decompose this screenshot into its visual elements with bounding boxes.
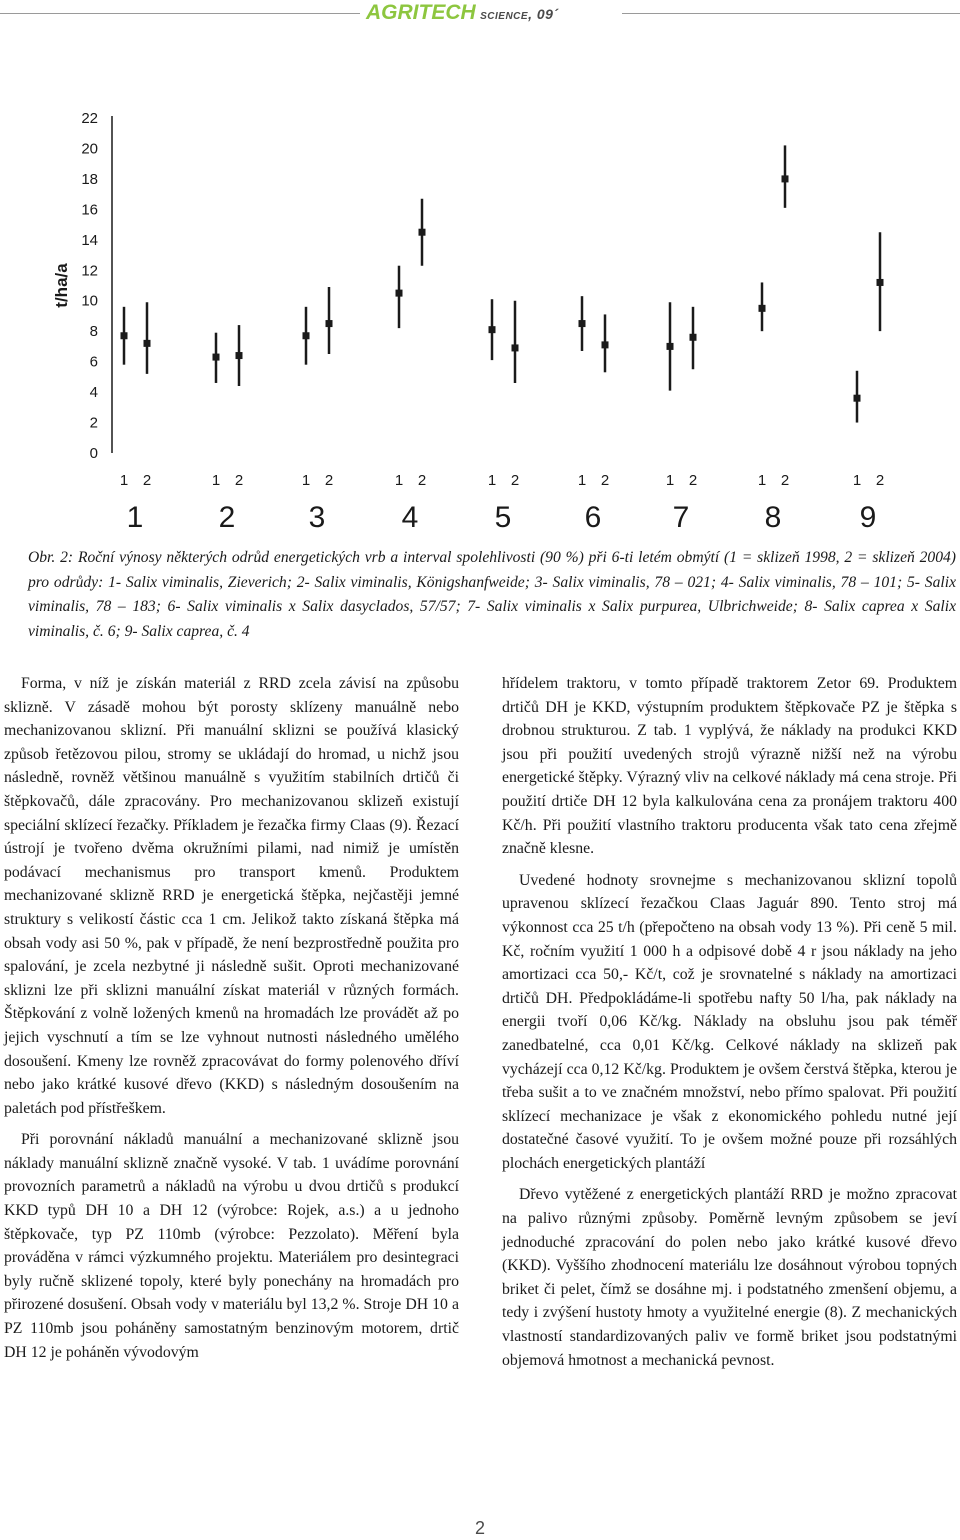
group-label: 2 xyxy=(218,501,236,534)
right-paragraph-2: Uvedené hodnoty srovnejme s mechanizovanou sklizní topolů upravenou sklízecí řezačkou Claas Jaguár 890. Tento stroj má výkonnost cca 25 t/h (přepočteno na obsah vody 13 %). Při ceně 5 mil. Kč, ročním využití 1 000 h a odpisové době 4 r jsou náklady na jeho amortizaci cca 50,- Kč/t, což je srovnatelné s náklady na amortizaci drtičů DH. Předpokládáme-li spotřebu nafty 50 l/ha, pak náklady na energii tvoří 0,06 Kč/kg. Náklady na obsluhu jsou pak téměř zanedbatelné, cca 0,01 Kč/kg. Celkové náklady na sklizeň pak vycházejí cca 0,12 Kč/kg. Produktem je ovšem čerstvá štěpka, kterou je třeba sušit a to ve značném množství, nebo přímo spalovat. Při použití sklízecí mechanizace je však z ekonomického pohledu nutné její dostatečné časové využití. To je ovšem možné pouze při rozsáhlých plochách energetických plantáží xyxy=(502,871,957,1172)
mean-marker xyxy=(489,326,496,333)
mean-marker xyxy=(877,279,884,286)
journal-subtitle: science, 09´ xyxy=(480,6,559,22)
header-rule-right xyxy=(622,13,960,14)
harvest-label: 1 xyxy=(852,472,862,489)
mean-marker xyxy=(579,320,586,327)
mean-marker xyxy=(602,341,609,348)
y-tick-label: 6 xyxy=(89,353,98,371)
y-tick-label: 4 xyxy=(89,384,98,402)
y-tick-label: 2 xyxy=(89,414,98,432)
mean-marker xyxy=(690,334,697,341)
mean-marker xyxy=(782,175,789,182)
y-tick-label: 14 xyxy=(81,231,98,249)
harvest-label: 2 xyxy=(142,472,152,489)
group-label: 6 xyxy=(584,501,602,534)
mean-marker xyxy=(213,354,220,361)
figure-caption: Obr. 2: Roční výnosy některých odrůd energetických vrb a interval spolehlivosti (90 %) při 6-ti letém obmýtí (1 = sklizeň 1998, 2 = sklizeň 2004) pro odrůdy: 1- Salix viminalis, Zieverich; 2- Salix viminalis, Königshanfweide; 3- Salix viminalis, 78 – 021; 4- Salix viminalis, 78 – 101; 5- Salix viminalis, 78 – 183; 6- Salix viminalis x Salix dasyclados, 57/57; 7- Salix viminalis x Salix purpurea, Ulbrichweide; 8- Salix caprea x Salix viminalis, č. 6; 9- Salix caprea, č. 4 xyxy=(28,549,956,640)
journal-header xyxy=(366,1,622,25)
group-label: 3 xyxy=(308,501,326,534)
journal-brand: AGRITECH xyxy=(366,1,476,24)
harvest-label: 1 xyxy=(119,472,129,489)
harvest-label: 1 xyxy=(577,472,587,489)
y-tick-label: 16 xyxy=(81,201,98,219)
mean-marker xyxy=(326,320,333,327)
harvest-label: 1 xyxy=(394,472,404,489)
y-tick-label: 22 xyxy=(81,110,98,127)
harvest-label: 2 xyxy=(234,472,244,489)
mean-marker xyxy=(759,305,766,312)
harvest-label: 2 xyxy=(688,472,698,489)
mean-marker xyxy=(419,229,426,236)
group-label: 9 xyxy=(859,501,877,534)
harvest-label: 2 xyxy=(417,472,427,489)
left-paragraph-2: Při porovnání nákladů manuální a mechanizované sklizně jsou náklady manuální sklizně značně vysoké. V tab. 1 uvádíme porovnání provozních parametrů a nákladů na výrobu u dvou drtičů s produkcí KKD typů DH 10 a DH 12 (výrobce: Rojek, a.s.) a u jednoho štěpkovače, typ PZ 110mb (výrobce: Pezzolato). Měření byla prováděna v rámci výzkumného projektu. Materiálem pro desintegraci byly ručně sklizené topoly, které byly ponechány na hromadách pro přirozené dosušení. Obsah vody v materiálu byl 13,2 %. Stroje DH 10 a PZ 110mb jsou poháněny samostatným benzinovým motorem, drtič DH 12 je poháněn vývodovým xyxy=(4,1131,459,1361)
group-label: 4 xyxy=(401,501,419,534)
y-tick-label: 0 xyxy=(89,445,98,462)
header-rule-left xyxy=(0,13,360,14)
group-label: 7 xyxy=(672,501,690,534)
y-tick-label: 8 xyxy=(89,323,98,341)
y-tick-label: 20 xyxy=(81,140,98,158)
group-label: 5 xyxy=(494,501,512,534)
mean-marker xyxy=(303,332,310,339)
harvest-label: 1 xyxy=(757,472,767,489)
mean-marker xyxy=(144,340,151,347)
harvest-label: 1 xyxy=(301,472,311,489)
yield-chart xyxy=(0,85,960,545)
chart-ylabel: t/ha/a xyxy=(52,263,71,308)
harvest-label: 2 xyxy=(324,472,334,489)
harvest-label: 2 xyxy=(875,472,885,489)
mean-marker xyxy=(854,395,861,402)
y-tick-label: 18 xyxy=(81,170,98,188)
chart-x-labels xyxy=(120,472,884,534)
y-tick-label: 10 xyxy=(81,292,98,310)
chart-y-ticks xyxy=(81,110,98,462)
mean-marker xyxy=(396,290,403,297)
harvest-label: 1 xyxy=(665,472,675,489)
mean-marker xyxy=(121,332,128,339)
harvest-label: 2 xyxy=(510,472,520,489)
y-tick-label: 12 xyxy=(81,262,98,280)
left-paragraph-1: Forma, v níž je získán materiál z RRD zcela závisí na způsobu sklizně. V zásadě mohou být porosty sklízeny manuálně nebo mechanizovanou sklizní. Při manuální sklizni se používá klasický způsob řetězovou pilou, stromy se ukládají do hromad, u nichž jsou následně, rovněž většinou manuálně s využitím stabilních drtičů či štěpkovačů, dále zpracovány. Pro mechanizovanou sklizeň existují speciální sklízecí řezačky. Příkladem je řezačka firmy Claas (9). Řezací ústrojí je tvořeno dvěma okružními pilami, nad nimiž je umístěn podávací mechanismus pro transport kmenů. Produktem mechanizované sklizně RRD je energetická štěpka, nejčastěji jemné struktury s velikostí částic cca 1 cm. Jelikož takto získaná štěpka má obsah vody asi 50 %, pak v případě, že není bezprostředně použita pro spalování, je zcela nezbytné ji následně sušit. Oproti mechanizované sklizni lze při sklizni manuální získat materiál v různých formách. Štěpkování z volně ložených kmenů na hromadách lze provádět až po jejich vyschnutí a tím se lze vyhnout nutnosti následného umělého dosoušení. Kmeny lze rovněž zpracovávat do formy polenového dříví nebo jako krátké kusové dřevo (KKD) s následným dosoušením na paletách pod přístřeškem. xyxy=(4,675,459,1117)
mean-marker xyxy=(667,343,674,350)
page-number: 2 xyxy=(474,1518,485,1538)
group-label: 8 xyxy=(764,501,782,534)
chart-marks xyxy=(121,145,884,422)
right-paragraph-3: Dřevo vytěžené z energetických plantáží RRD je možno zpracovat na palivo různými způsoby. Poměrně levným způsobem se jeví jednoduché zpracování do polen nebo jako krátké kusové dřevo (KKD). Vyššího zhodnocení materiálu lze dosáhnout výrobou topných briket či pelet, čímž se dosáhne mj. i podstatného zmenšení objemu, a tedy i zvýšení hustoty hmoty a využitelné energie (8). Z mechanických vlastností standardizovaných paliv ve formě briket jsou podstatnými objemová hmotnost a mechanická pevnost. xyxy=(502,1186,957,1369)
left-column xyxy=(4,672,459,1364)
harvest-label: 1 xyxy=(487,472,497,489)
harvest-label: 2 xyxy=(600,472,610,489)
harvest-label: 2 xyxy=(780,472,790,489)
right-column xyxy=(502,672,957,1372)
group-label: 1 xyxy=(126,501,144,534)
harvest-label: 1 xyxy=(211,472,221,489)
mean-marker xyxy=(512,344,519,351)
mean-marker xyxy=(236,352,243,359)
right-paragraph-1: hřídelem traktoru, v tomto případě traktorem Zetor 69. Produktem drtičů DH je KKD, výstupním produktem štěpkovače PZ je štěpka s drobnou strukturou. Z tab. 1 vyplývá, že náklady na produkci KKD jsou při použití uvedených strojů výrazně nižší než na výrobu energetické štěpky. Výrazný vliv na celkové náklady má cena stroje. Při použití drtiče DH 12 byla kalkulována cena za pronájem traktoru 400 Kč/h. Při použití vlastního traktoru producenta však tato cena zřejmě značně klesne. xyxy=(502,675,957,858)
